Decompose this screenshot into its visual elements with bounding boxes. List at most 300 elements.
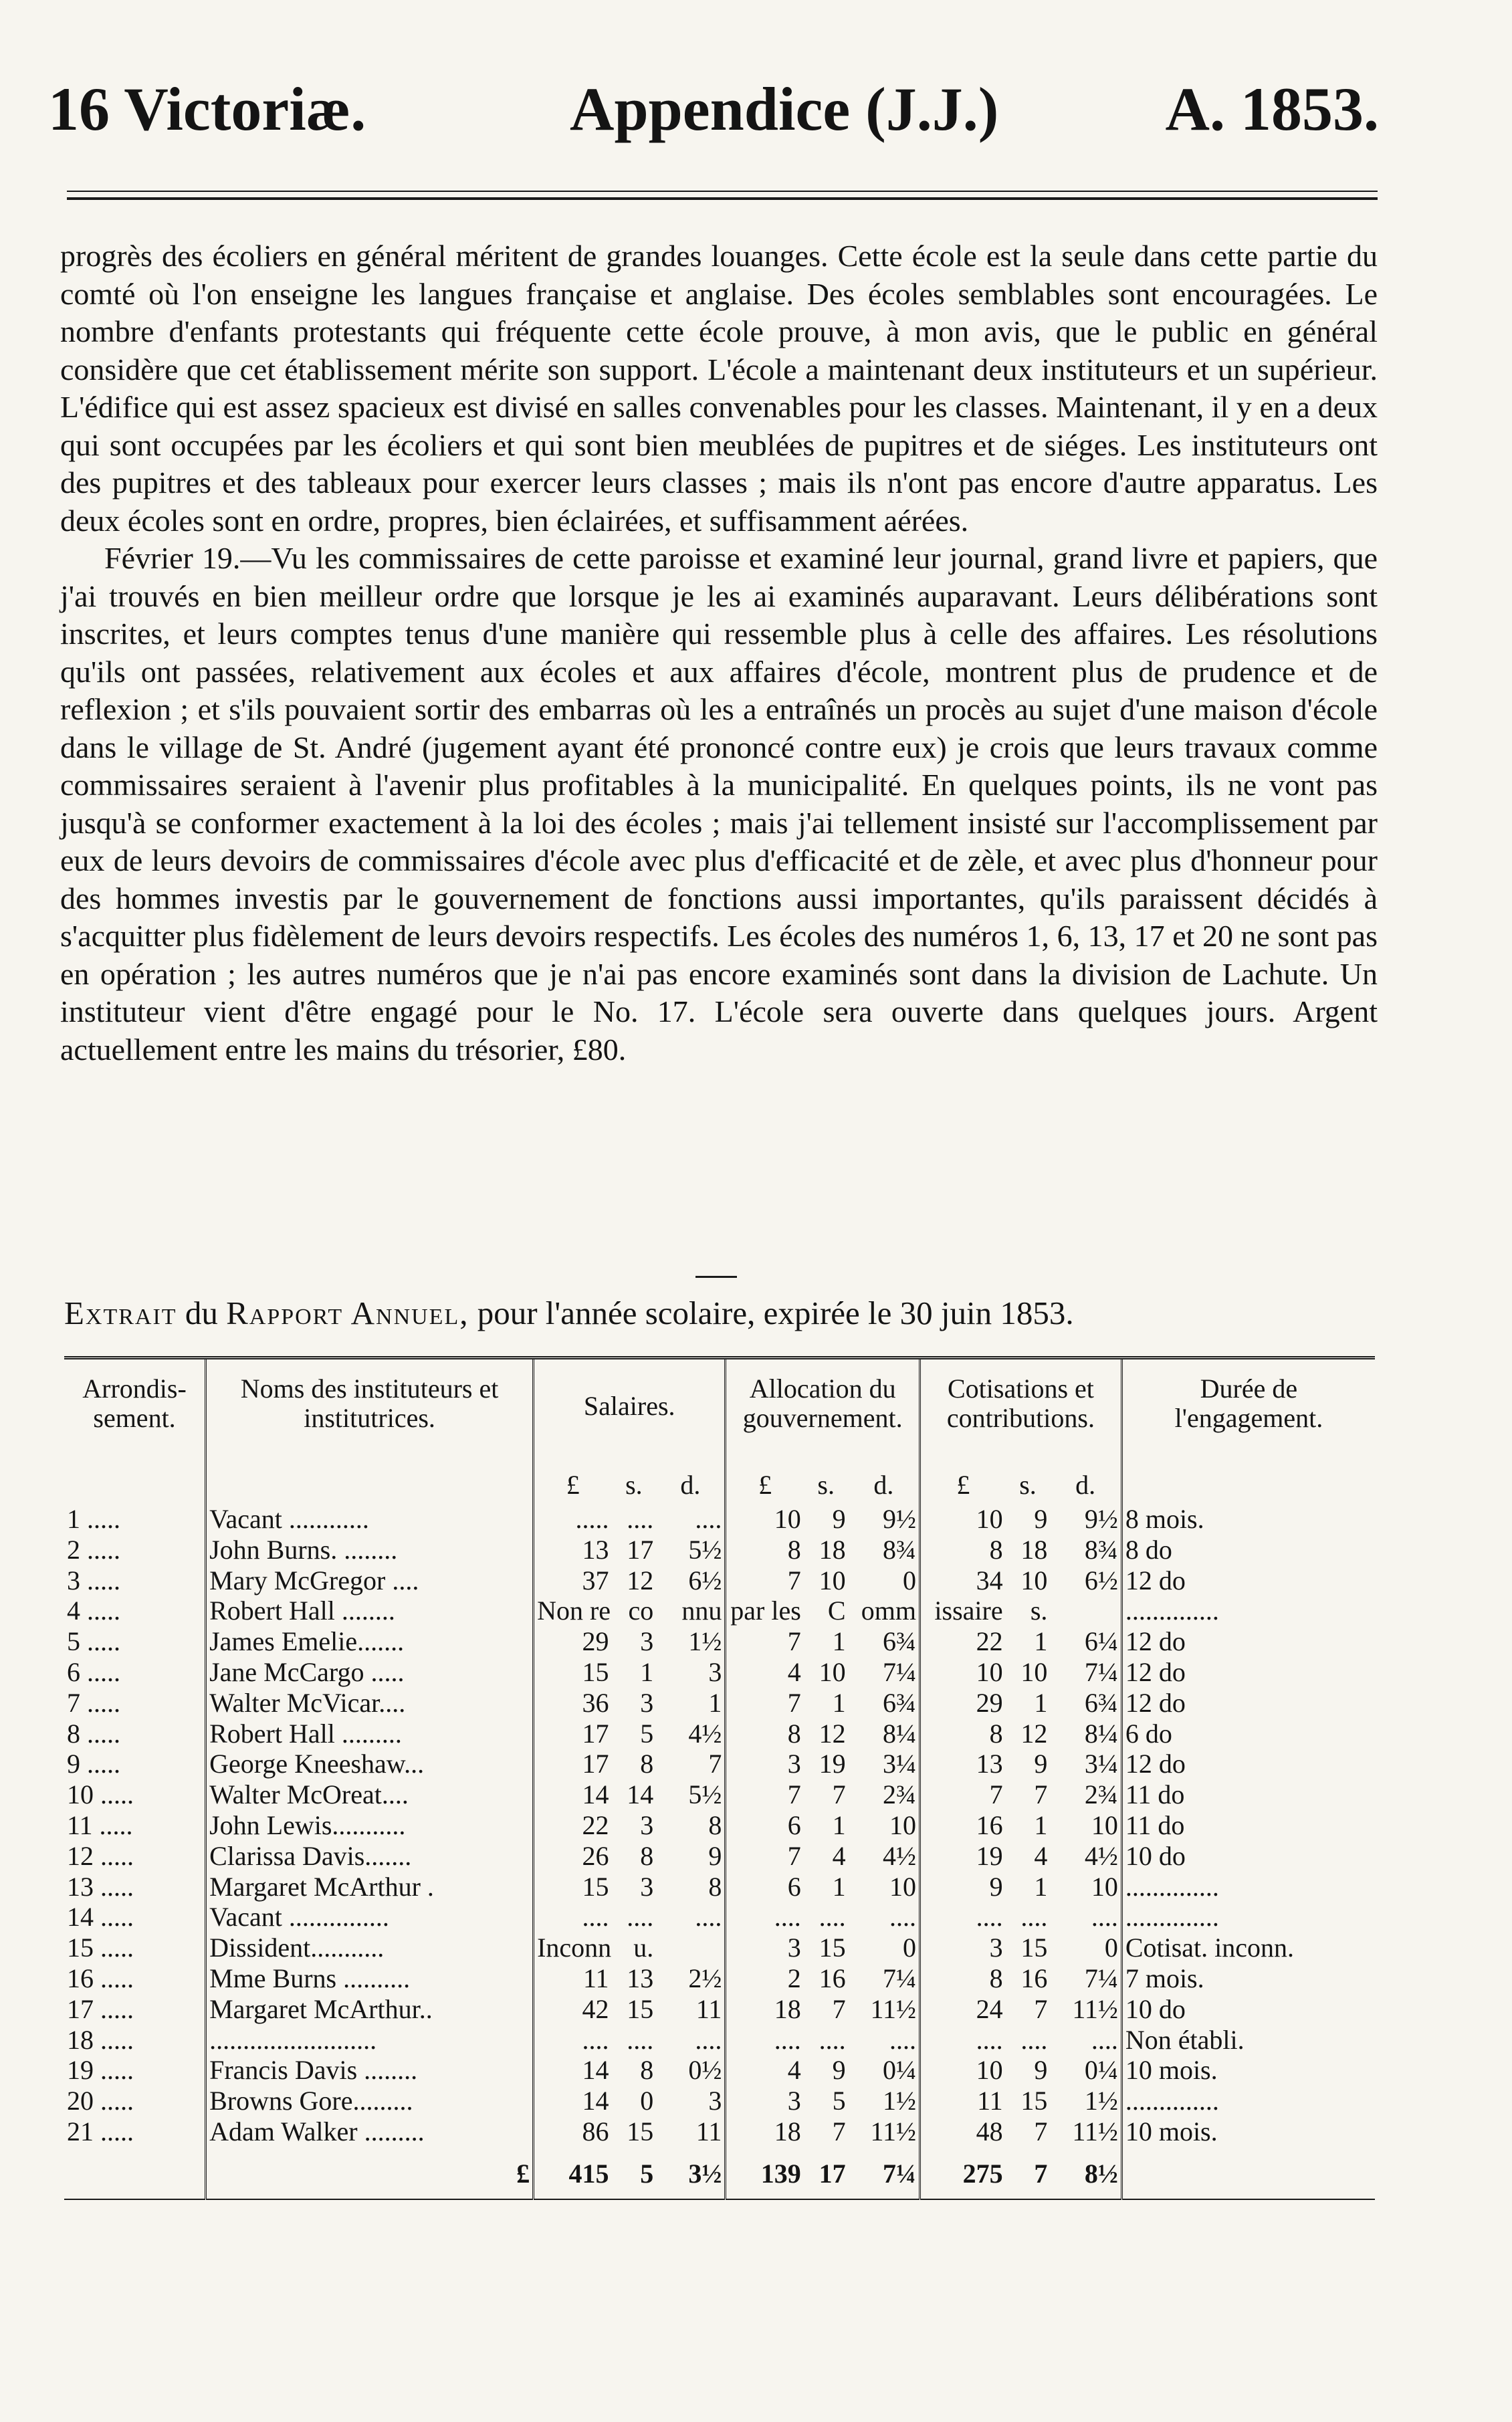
arrondissement-cell: 20 ..... [64,2086,206,2116]
arrondissement-cell: 19 ..... [64,2055,206,2086]
duree-cell: Cotisat. inconn. [1125,1933,1295,1963]
unit-cell: s. [817,1470,835,1501]
amount-cell: 7 [656,1749,726,1779]
extract-mid: du [185,1295,218,1331]
amount-cell: 1 [832,1809,846,1840]
total-cell: 5 [611,2147,656,2199]
amount-cell: 29 [976,1687,1003,1718]
amount-cell: 7 [989,1779,1003,1810]
amount-cell: 22 [976,1626,1003,1657]
duree-cell: 10 do [1125,1993,1186,2024]
arrondissement-cell: 9 ..... [64,1749,206,1779]
total-row [64,2147,1375,2199]
amount-cell: Inconn [537,1933,612,1963]
amount-cell: omm [849,1595,920,1626]
amount-cell: 4½ [849,1841,920,1872]
amount-cell: .... [582,2024,609,2055]
table-row [64,2025,1375,2056]
unit-cell: s. [625,1470,643,1501]
amount-cell: .... [849,1902,920,1933]
header-right: A. 1853. [1165,75,1379,143]
duree-cell: 11 do [1125,1809,1185,1840]
amount-cell: 3 [989,1933,1003,1963]
amount-cell: 8¼ [849,1719,920,1749]
amount-cell: 3 [656,2086,726,2116]
amount-cell: 37 [582,1565,609,1595]
amount-cell [656,1933,726,1963]
arrondissement-cell: 21 ..... [64,2116,206,2147]
unit-cell: £ [956,1470,970,1501]
arrondissement-cell: 12 ..... [64,1841,206,1872]
amount-cell: 15 [582,1656,609,1687]
amount-cell: 15 [819,1933,846,1963]
amount-cell: 10 [1050,1810,1121,1841]
table-row [64,1595,1375,1626]
amount-cell: 3 [640,1687,654,1718]
arrondissement-cell: 6 ..... [64,1657,206,1688]
arrondissement-cell: 16 ..... [64,1963,206,1994]
table-row [64,1719,1375,1749]
arrondissement-cell: 10 ..... [64,1779,206,1810]
duree-cell: 10 mois. [1125,2055,1218,2086]
amount-cell: 10 [976,1656,1003,1687]
arrondissement-cell: 14 ..... [64,1902,206,1933]
amount-cell: 1 [1034,1687,1048,1718]
amount-cell: 4 [787,1656,801,1687]
amount-cell: 11½ [849,1994,920,2025]
amount-cell: 8 [656,1872,726,1902]
amount-cell: 3¼ [849,1749,920,1779]
paragraph-2: Février 19.—Vu les commissaires de cette paroisse et examiné leur journal, grand livre et papiers, que j'ai trouvés en bien meilleur ordre que lorsque je les ai examinés auparavant. Leurs délibérations sont inscrites, et leurs comptes tenus d'une manière qui ressemble plus à celle des affaires. Les résolutions qu'ils ont passées, relativement aux écoles et aux affaires d'école, montrent plus de prudence et de reflexion ; et s'ils pouvaient sortir des embarras où les a entraînés un procès au sujet d'une maison d'école dans le village de St. André (jugement ayant été prononcé contre eux) je crois que leurs travaux comme commissaires seraient à l'avenir plus profitables à la municipalité. En quelques points, ils ne vont pas jusqu'à se conformer exactement à la loi des écoles ; mais j'ai tellement insisté sur l'accomplissement par eux de leurs devoirs de commissaires d'école avec plus d'efficacité et de zèle, et avec plus d'honneur pour des hommes investis par le gouvernement de fonctions aussi importantes, qu'ils paraissent décidés à s'acquitter plus fidèlement de leurs devoirs respectifs. Les écoles des numéros 1, 6, 13, 17 et 20 ne sont pas en opération ; les autres numéros que je n'ai pas encore examinés sont dans la division de Lachute. Un instituteur vient d'être engagé pour le No. 17. L'école sera ouverte dans quelques jours. Argent actuellement entre les mains du trésorier, £80. [60,541,1378,1067]
name-cell: ......................... [206,2025,534,2056]
body-text [60,237,1378,1069]
name-cell: George Kneeshaw... [206,1749,534,1779]
amount-cell: 10 [774,1504,801,1534]
duree-cell: 12 do [1125,1749,1186,1779]
table-row [64,1902,1375,1933]
section-dash [695,1276,737,1278]
duree-cell: Non établi. [1125,2024,1245,2055]
amount-cell: 7 [1034,1779,1048,1810]
amount-cell: 16 [1020,1963,1048,1993]
amount-cell: 15 [582,1871,609,1902]
table-row [64,1688,1375,1719]
header-left: 16 Victoriæ. [48,75,366,143]
arrondissement-cell: 8 ..... [64,1719,206,1749]
amount-cell: s. [1030,1595,1048,1626]
name-cell: Mme Burns .......... [206,1963,534,1994]
unit-cell: d. [656,1446,726,1504]
amount-cell: 7 [1034,2116,1048,2146]
amount-cell: 4½ [1050,1841,1121,1872]
amount-cell: 3 [787,1933,801,1963]
amount-cell: 36 [582,1687,609,1718]
amount-cell: 14 [582,2086,609,2116]
amount-cell: .... [774,2024,801,2055]
name-cell: John Burns. ........ [206,1535,534,1565]
amount-cell: .... [774,1902,801,1933]
amount-cell: issaire [934,1595,1003,1626]
unit-cell: d. [849,1446,920,1504]
amount-cell: 4 [787,2055,801,2086]
unit-cell: s. [1019,1470,1037,1501]
table-row [64,1841,1375,1872]
amount-cell: 9 [1034,1749,1048,1779]
amount-cell [1050,1595,1121,1626]
amount-cell: .... [976,1902,1003,1933]
amount-cell: 4 [1034,1840,1048,1871]
name-cell: Margaret McArthur . [206,1872,534,1902]
amount-cell: .... [627,1902,654,1933]
amount-cell: .... [976,2024,1003,2055]
amount-cell: 1 [656,1688,726,1719]
total-cell: 3½ [656,2147,726,2199]
duree-cell: 12 do [1125,1656,1186,1687]
amount-cell: 10 [819,1565,846,1595]
name-cell: Clarissa Davis....... [206,1841,534,1872]
amount-cell: 18 [774,1993,801,2024]
duree-cell: .............. [1125,1902,1219,1933]
amount-cell: 11 [977,2086,1003,2116]
name-cell: Robert Hall ......... [206,1719,534,1749]
amount-cell: 8¾ [849,1535,920,1565]
amount-cell: 19 [976,1840,1003,1871]
amount-cell: 1 [1034,1871,1048,1902]
amount-cell: 2½ [656,1963,726,1994]
name-cell: Mary McGregor .... [206,1565,534,1596]
amount-cell: 9 [832,1504,846,1534]
extract-heading [64,1294,1375,1332]
amount-cell: 6 [787,1809,801,1840]
name-cell: Browns Gore......... [206,2086,534,2116]
amount-cell: 7 [1034,1993,1048,2024]
amount-cell: 16 [819,1963,846,1993]
duree-cell: .............. [1125,1871,1219,1902]
table-row [64,1933,1375,1963]
arrondissement-cell: 18 ..... [64,2025,206,2056]
name-cell: Francis Davis ........ [206,2055,534,2086]
amount-cell: 7¼ [1050,1963,1121,1994]
amount-cell: 0½ [656,2055,726,2086]
amount-cell: 3 [640,1626,654,1657]
amount-cell: 7¼ [849,1963,920,1994]
amount-cell: 8 [656,1810,726,1841]
amount-cell: 3 [640,1809,654,1840]
amount-cell: 15 [1020,2086,1048,2116]
total-cell: 275 [920,2147,1006,2199]
amount-cell: 16 [976,1809,1003,1840]
amount-cell: 13 [582,1534,609,1565]
running-header [48,74,1379,147]
amount-cell: 1½ [849,2086,920,2116]
header-rule-thick [67,197,1378,200]
amount-cell: .... [849,2025,920,2056]
amount-cell: 10 [976,1504,1003,1534]
total-symbol: £ [206,2147,534,2199]
amount-cell: 13 [976,1749,1003,1779]
amount-cell: 1 [832,1871,846,1902]
header-center: Appendice (J.J.) [570,75,999,143]
paragraph-1: progrès des écoliers en général méritent de grandes louanges. Cette école est la seule dans cette partie du comté où l'on enseigne les langues française et anglaise. Des écoles semblables sont encouragées. Le nombre d'enfants protestants qui fréquente cette école prouve, à mon avis, que le public en général considère que cet établissement mérite son support. L'école a maintenant deux instituteurs et un supérieur. L'édifice qui est assez spacieux est divisé en salles convenables pour les classes. Maintenant, il y en a deux qui sont occupées par les écoliers et qui sont bien meublées de pupitres et de siéges. Les instituteurs ont des pupitres et des tableaux pour exercer leurs classes ; mais ils n'ont pas encore d'autre apparatus. Les deux écoles sont en ordre, propres, bien éclairées, et suffisamment aérées. [60,239,1378,538]
amount-cell: 8 [787,1534,801,1565]
amount-cell: 7 [787,1779,801,1810]
report-table [64,1356,1375,2200]
total-cell: 8½ [1050,2147,1121,2199]
amount-cell: 5½ [656,1535,726,1565]
table-row [64,1504,1375,1535]
amount-cell: 14 [627,1779,654,1810]
amount-cell: 0¼ [849,2055,920,2086]
name-cell: Robert Hall ........ [206,1595,534,1626]
amount-cell: 7 [787,1687,801,1718]
amount-cell: 6½ [656,1565,726,1596]
amount-cell: 5½ [656,1779,726,1810]
arrondissement-cell: 11 ..... [64,1810,206,1841]
amount-cell: .... [1050,1902,1121,1933]
amount-cell: 12 [1020,1718,1048,1749]
amount-cell: 10 [976,2055,1003,2086]
table-row [64,2116,1375,2147]
amount-cell: 42 [582,1993,609,2024]
duree-cell: 11 do [1125,1779,1185,1810]
amount-cell: 7 [787,1626,801,1657]
duree-cell: 12 do [1125,1565,1186,1595]
amount-cell: .... [627,1504,654,1534]
amount-cell: 26 [582,1840,609,1871]
amount-cell: 11½ [1050,1994,1121,2025]
amount-cell: 10 [1050,1872,1121,1902]
amount-cell: 2 [787,1963,801,1993]
amount-cell: 1½ [1050,2086,1121,2116]
duree-cell: 12 do [1125,1626,1186,1657]
amount-cell: 3 [656,1657,726,1688]
amount-cell: 7 [832,1993,846,2024]
col-allocation: Allocation du gouvernement. [726,1358,920,1447]
amount-cell: 4½ [656,1719,726,1749]
amount-cell: 10 [1020,1656,1048,1687]
total-cell: 7¼ [849,2147,920,2199]
table-row [64,2055,1375,2086]
amount-cell: 24 [976,1993,1003,2024]
amount-cell: 18 [774,2116,801,2146]
amount-cell: Non re [537,1595,611,1626]
name-cell: Walter McOreat.... [206,1779,534,1810]
amount-cell: .... [656,2025,726,2056]
amount-cell: 6½ [1050,1565,1121,1596]
amount-cell: .... [582,1902,609,1933]
amount-cell: 9 [832,2055,846,2086]
amount-cell: 3 [787,1749,801,1779]
amount-cell: 17 [582,1749,609,1779]
amount-cell: .... [1020,1902,1048,1933]
amount-cell: 5 [640,1718,654,1749]
amount-cell: 10 [819,1656,846,1687]
amount-cell: 0 [1050,1933,1121,1963]
amount-cell: 11 [656,2116,726,2147]
amount-cell: 29 [582,1626,609,1657]
duree-cell: 10 mois. [1125,2116,1218,2146]
amount-cell: 17 [627,1534,654,1565]
amount-cell: .... [1020,2024,1048,2055]
amount-cell: 8 [640,2055,654,2086]
report-table-wrap [64,1356,1375,2200]
table-row [64,1872,1375,1902]
amount-cell: .... [627,2024,654,2055]
table-row [64,1963,1375,1994]
amount-cell: 8 [989,1534,1003,1565]
amount-cell: 7 [832,2116,846,2146]
total-cell: 415 [534,2147,612,2199]
amount-cell: 7 [832,1779,846,1810]
amount-cell: 7¼ [849,1657,920,1688]
name-cell: Vacant ............ [206,1504,534,1535]
unit-cell: £ [758,1470,772,1501]
name-cell: Dissident........... [206,1933,534,1963]
amount-cell: 48 [976,2116,1003,2146]
amount-cell: 8 [640,1749,654,1779]
table-row [64,1657,1375,1688]
amount-cell: 15 [627,2116,654,2146]
total-cell: 7 [1006,2147,1051,2199]
arrondissement-cell: 15 ..... [64,1933,206,1963]
amount-cell: 1 [832,1687,846,1718]
duree-cell: .............. [1125,1595,1219,1626]
arrondissement-cell: 1 ..... [64,1504,206,1535]
col-arrondissement: Arrondis-sement. [64,1358,206,1447]
amount-cell: 8 [640,1840,654,1871]
amount-cell: 7 [787,1565,801,1595]
duree-cell: 7 mois. [1125,1963,1204,1993]
amount-cell: 11½ [1050,2116,1121,2147]
table-row [64,1535,1375,1565]
amount-cell: 3¼ [1050,1749,1121,1779]
name-cell: Walter McVicar.... [206,1688,534,1719]
amount-cell: 12 [819,1718,846,1749]
amount-cell: 8¼ [1050,1719,1121,1749]
amount-cell: par les [730,1595,801,1626]
name-cell: Adam Walker ......... [206,2116,534,2147]
name-cell: Margaret McArthur.. [206,1994,534,2025]
duree-cell: 8 mois. [1125,1504,1204,1534]
name-cell: James Emelie....... [206,1626,534,1657]
arrondissement-cell: 17 ..... [64,1994,206,2025]
name-cell: Vacant ............... [206,1902,534,1933]
table-row [64,1779,1375,1810]
amount-cell: 3 [787,2086,801,2116]
amount-cell: 9 [656,1841,726,1872]
table-row [64,1994,1375,2025]
amount-cell: 10 [1020,1565,1048,1595]
amount-cell: 8¾ [1050,1535,1121,1565]
amount-cell: 6¾ [1050,1688,1121,1719]
amount-cell: .... [656,1902,726,1933]
col-noms: Noms des instituteurs et institutrices. [206,1358,534,1447]
amount-cell: 9 [1034,2055,1048,2086]
extract-rest: pour l'année scolaire, expirée le 30 juin 1853. [477,1295,1074,1331]
table-row [64,1626,1375,1657]
col-cotisations: Cotisations et contributions. [920,1358,1122,1447]
amount-cell: 4 [832,1840,846,1871]
amount-cell: 2¾ [1050,1779,1121,1810]
table-row [64,1749,1375,1779]
amount-cell: 8 [989,1718,1003,1749]
unit-cell: d. [1050,1446,1121,1504]
table-header-row [64,1358,1375,1447]
amount-cell: .... [1050,2025,1121,2056]
amount-cell: 7¼ [1050,1657,1121,1688]
amount-cell: 14 [582,2055,609,2086]
amount-cell: 11 [582,1963,609,1993]
table-body [64,1446,1375,2147]
total-cell: 17 [804,2147,849,2199]
arrondissement-cell: 2 ..... [64,1535,206,1565]
arrondissement-cell: 3 ..... [64,1565,206,1596]
amount-cell: 2¾ [849,1779,920,1810]
table-row [64,1810,1375,1841]
amount-cell: co [628,1595,654,1626]
header-rule-thin [67,191,1378,192]
amount-cell: 6¾ [849,1688,920,1719]
amount-cell: 5 [832,2086,846,2116]
amount-cell: .... [819,2024,846,2055]
amount-cell: 1 [640,1656,654,1687]
duree-cell: 8 do [1125,1534,1172,1565]
total-cell: 139 [726,2147,804,2199]
duree-cell: 6 do [1125,1718,1172,1749]
amount-cell: 1 [832,1626,846,1657]
amount-cell: 17 [582,1718,609,1749]
amount-cell: u. [633,1933,654,1963]
name-cell: John Lewis........... [206,1810,534,1841]
amount-cell: 14 [582,1779,609,1810]
amount-cell: 34 [976,1565,1003,1595]
amount-cell: 1 [1034,1809,1048,1840]
duree-cell: 10 do [1125,1840,1186,1871]
amount-cell: 11 [656,1994,726,2025]
amount-cell: 15 [1020,1933,1048,1963]
table-row [64,2086,1375,2116]
amount-cell: .... [656,1504,726,1535]
amount-cell: .... [819,1902,846,1933]
unit-row [64,1446,1375,1504]
extract-prefix: Extrait [64,1295,177,1331]
arrondissement-cell: 5 ..... [64,1626,206,1657]
amount-cell: 13 [627,1963,654,1993]
amount-cell: 7 [787,1840,801,1871]
duree-cell: .............. [1125,2086,1219,2116]
amount-cell: 1½ [656,1626,726,1657]
amount-cell: 10 [849,1872,920,1902]
amount-cell: 6¼ [1050,1626,1121,1657]
amount-cell: 18 [819,1534,846,1565]
name-cell: Jane McCargo ..... [206,1657,534,1688]
unit-cell: £ [566,1470,580,1501]
amount-cell: 0 [640,2086,654,2116]
amount-cell: 15 [627,1993,654,2024]
arrondissement-cell: 4 ..... [64,1595,206,1626]
col-duree: Durée de l'engagement. [1121,1358,1375,1447]
amount-cell: 3 [640,1871,654,1902]
amount-cell: 10 [849,1810,920,1841]
arrondissement-cell: 7 ..... [64,1688,206,1719]
amount-cell: 0 [849,1933,920,1963]
amount-cell: 22 [582,1809,609,1840]
amount-cell: 11½ [849,2116,920,2147]
table-row [64,1565,1375,1596]
amount-cell: ..... [575,1504,609,1534]
amount-cell: 1 [1034,1626,1048,1657]
amount-cell: 0¼ [1050,2055,1121,2086]
